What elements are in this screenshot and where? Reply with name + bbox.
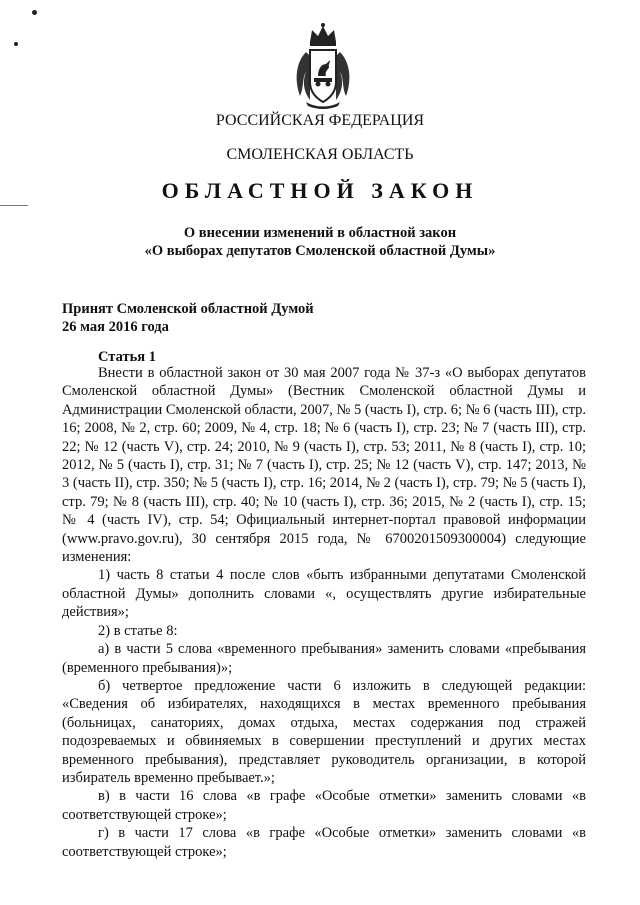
article-paragraph: в) в части 16 слова «в графе «Особые отметки» заменить словами «в соответствующей строке»; (62, 788, 586, 823)
article-paragraph: 1) часть 8 статьи 4 после слов «быть избранными депутатами Смоленской областной Думы» дополнить словами «, осуществлять другие избирательные действия»; (62, 567, 586, 621)
law-subject (0, 224, 640, 260)
article-paragraph: а) в части 5 слова «временного пребывания» заменить словами «пребывания (временного пребывания)»; (62, 641, 586, 676)
adoption-date: 26 мая 2016 года (62, 319, 169, 335)
adoption-body: Принят Смоленской областной Думой (62, 301, 314, 317)
article-paragraph: б) четвертое предложение части 6 изложить в следующей редакции: «Сведения об избирателях, находящихся в местах временного пребывания (больницах, санаториях, домах отдыха, местах содержания под стражей подозреваемых и обвиняемых в совершении преступлений и других местах временного пребывания), представляет руководитель организации, в которой избиратель временно пребывает.»; (62, 677, 586, 786)
document-type-title: ОБЛАСТНОЙ ЗАКОН (161, 178, 479, 203)
article-paragraph: Внести в областной закон от 30 мая 2007 года № 37-з «О выборах депутатов Смоленской областной Думы» (Вестник Смоленской областной Думы и Администрации Смоленской области, 2007, № 5 (часть I), стр. 6; № 6 (часть III), стр. 16; 2008, № 2, стр. 60; 2009, № 4, стр. 18; № 6 (часть I), стр. 23; № 7 (часть III), стр. 22; № 12 (часть V), стр. 24; 2010, № 9 (часть I), стр. 53; 2011, № 8 (часть I), стр. 10; 2012, № 5 (часть I), стр. 31; № 7 (часть I), стр. 25; № 12 (часть V), стр. 147; 2013, № 3 (часть II), стр. 350; № 5 (часть I), стр. 16; 2014, № 2 (часть I), стр. 79; № 5 (часть I), стр. 79; № 8 (часть III), стр. 40; № 10 (часть I), стр. 36; 2015, № 2 (часть I), стр. 15; № 4 (часть IV), стр. 54; Официальный интернет-портал правовой информации (www.pravo.gov.ru), 30 сентября 2015 года, № 6700201509300004) следующие изменения: (62, 365, 586, 566)
federation-heading: РОССИЙСКАЯ ФЕДЕРАЦИЯ (215, 112, 425, 129)
law-subject-line: «О выборах депутатов Смоленской областной Думы» (144, 243, 496, 259)
scan-mark (0, 205, 28, 206)
article-paragraph: 2) в статье 8: (98, 622, 178, 639)
article-body (62, 364, 586, 861)
adoption-info (62, 300, 314, 336)
article-title: Статья 1 (98, 349, 156, 365)
scan-mark (14, 42, 18, 46)
region-heading: СМОЛЕНСКАЯ ОБЛАСТЬ (226, 146, 414, 163)
coat-of-arms-emblem (292, 22, 354, 110)
article-paragraph: г) в части 17 слова «в графе «Особые отметки» заменить словами «в соответствующей строке»; (62, 825, 586, 860)
law-subject-line: О внесении изменений в областной закон (183, 225, 457, 241)
scan-mark (32, 10, 37, 15)
